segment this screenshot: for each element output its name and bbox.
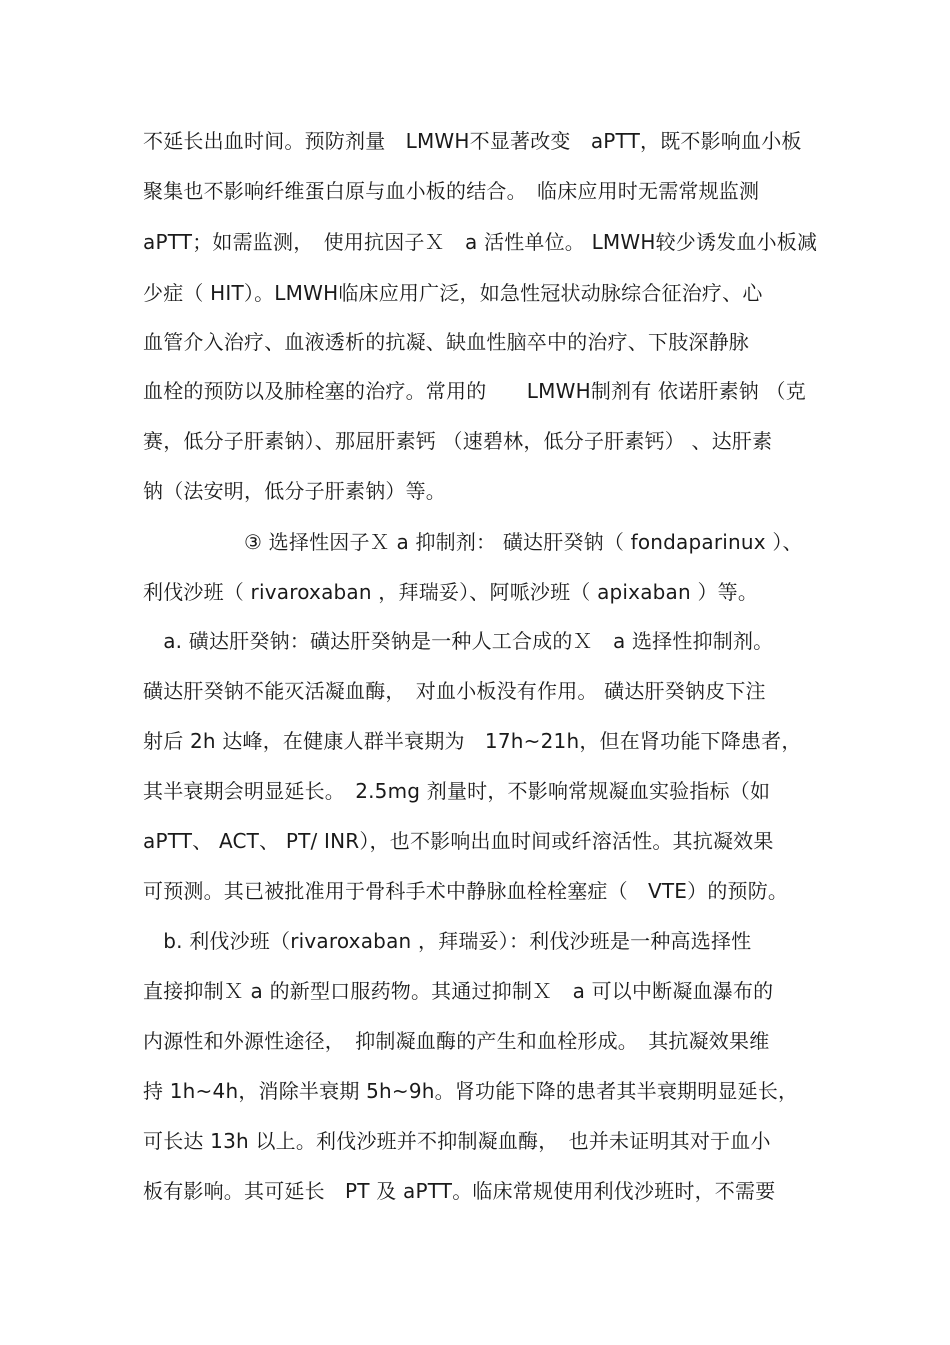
text-line: ③ 选择性因子Ｘ a 抑制剂： 磺达肝癸钠（ fondaparinux ）、 [143,530,803,554]
text-line: 内源性和外源性途径， 抑制凝血酶的产生和血栓形成。 其抗凝效果维 [143,1029,770,1053]
text-line: aPTT；如需监测， 使用抗因子Ｘ a 活性单位。 LMWH较少诱发血小板减 [143,230,818,254]
text-line: 直接抑制Ｘ a 的新型口服药物。其通过抑制Ｘ a 可以中断凝血瀑布的 [143,979,774,1003]
text-line: 可预测。其已被批准用于骨科手术中静脉血栓栓塞症（ VTE）的预防。 [143,879,789,903]
text-line: 板有影响。其可延长 PT 及 aPTT。临床常规使用利伐沙班时，不需要 [143,1179,776,1203]
text-line: 血管介入治疗、血液透析的抗凝、缺血性脑卒中的治疗、下肢深静脉 [143,330,749,354]
text-line: 聚集也不影响纤维蛋白原与血小板的结合。 临床应用时无需常规监测 [143,179,760,203]
text-line: 磺达肝癸钠不能灭活凝血酶， 对血小板没有作用。 磺达肝癸钠皮下注 [143,679,766,703]
text-line: a. 磺达肝癸钠：磺达肝癸钠是一种人工合成的Ｘ a 选择性抑制剂。 [143,629,774,653]
text-line: 持 1h~4h，消除半衰期 5h~9h。肾功能下降的患者其半衰期明显延长， [143,1079,799,1103]
text-line: 不延长出血时间。预防剂量 LMWH不显著改变 aPTT，既不影响血小板 [143,129,802,153]
text-line: 射后 2h 达峰，在健康人群半衰期为 17h~21h，但在肾功能下降患者， [143,729,802,753]
text-line: 可长达 13h 以上。利伐沙班并不抑制凝血酶， 也并未证明其对于血小 [143,1129,771,1153]
text-line: b. 利伐沙班（rivaroxaban ，拜瑞妥）：利伐沙班是一种高选择性 [143,929,752,953]
text-line: 少症（ HIT）。LMWH临床应用广泛，如急性冠状动脉综合征治疗、心 [143,281,763,305]
text-line: 赛，低分子肝素钠）、那屈肝素钙 （速碧林，低分子肝素钙） 、达肝素 [143,429,773,453]
text-line: 血栓的预防以及肺栓塞的治疗。常用的 LMWH制剂有 依诺肝素钠 （克 [143,379,806,403]
text-line: 利伐沙班（ rivaroxaban ，拜瑞妥）、阿哌沙班（ apixaban ）等。 [143,580,759,604]
text-line: aPTT、 ACT、 PT/ INR），也不影响出血时间或纤溶活性。其抗凝效果 [143,829,774,853]
text-line: 钠（法安明，低分子肝素钠）等。 [143,479,446,503]
text-line: 其半衰期会明显延长。 2.5mg 剂量时，不影响常规凝血实验指标（如 [143,779,771,803]
